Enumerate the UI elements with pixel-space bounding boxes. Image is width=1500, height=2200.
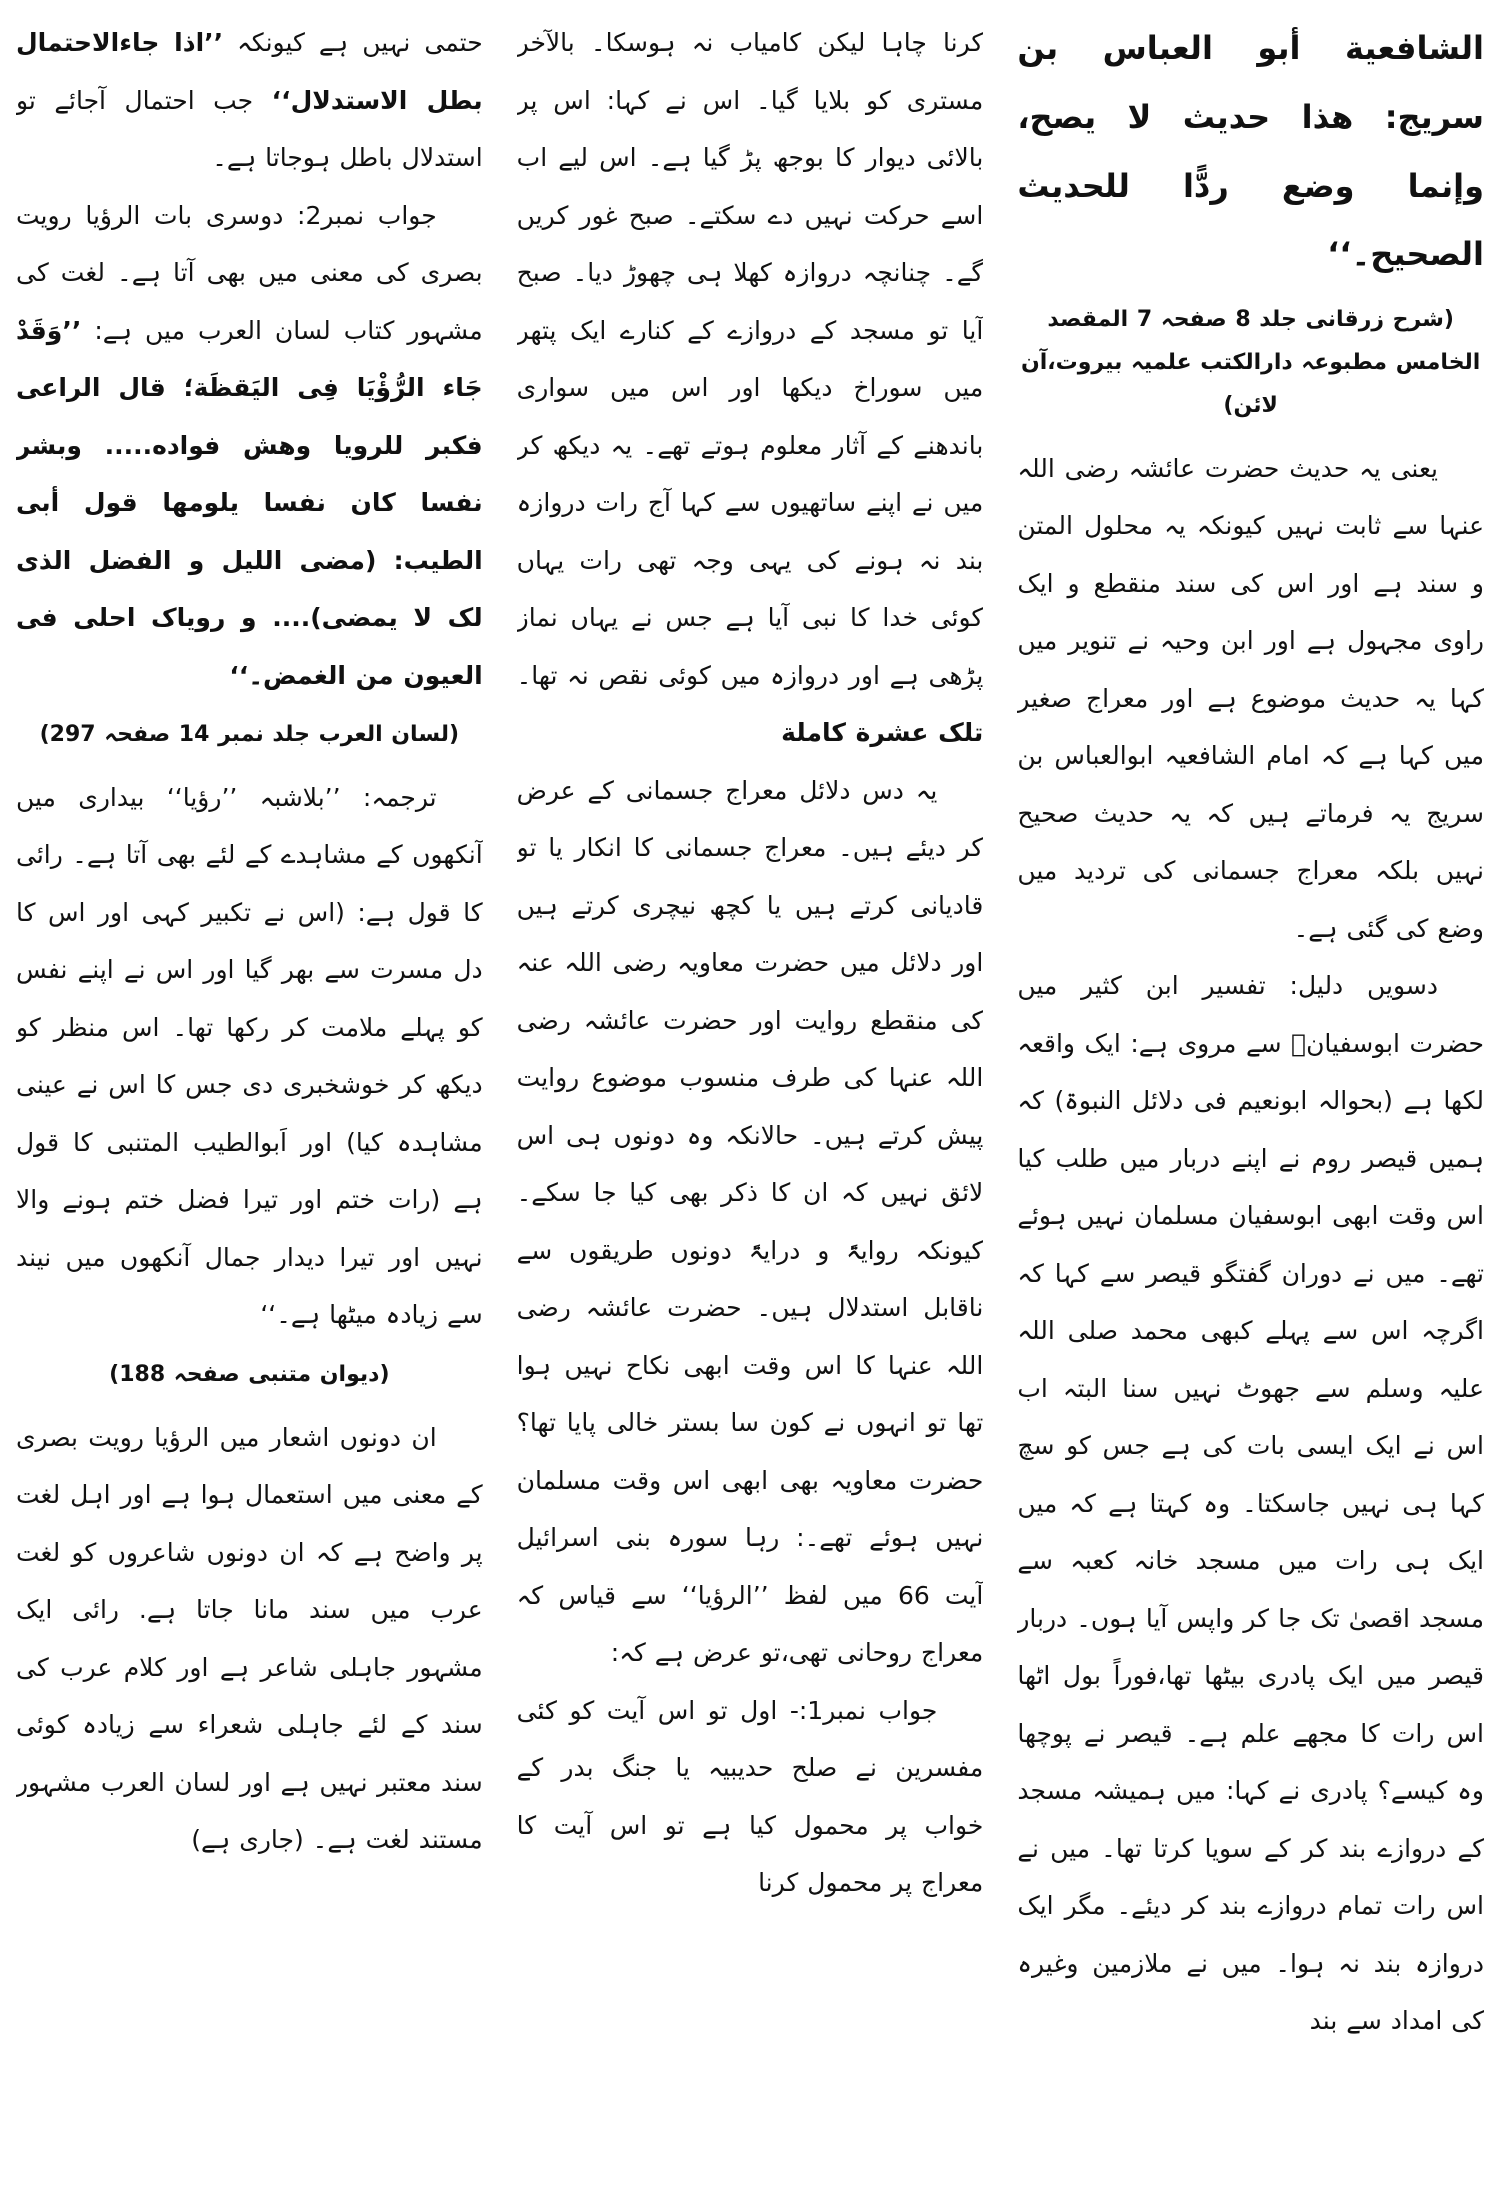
urdu-text-run: جب احتمال آجائے تو استدلال باطل ہوجاتا ہے۔ xyxy=(15,85,483,172)
paragraph xyxy=(16,14,483,187)
paragraph xyxy=(517,1682,984,1912)
paragraph xyxy=(517,762,984,1682)
arabic-quote-text: ’’اذا جاءالاحتمال بطل الاستدلال‘‘ xyxy=(15,28,483,115)
paragraph xyxy=(1017,14,1484,289)
arabic-quote-text: الشافعية أبو العباس بن سريج: هذا حديث لا يصح، وإنما وضع ردًّا للحديث الصحيح۔‘‘ xyxy=(1017,29,1484,274)
paragraph xyxy=(16,1409,483,1869)
paragraph xyxy=(1017,957,1484,2050)
urdu-text-run: جواب نمبر2: دوسری بات الرؤیا رویت بصری کی معنی میں بھی آتا ہے۔ لغت کی مشہور کتاب لسان العرب میں ہے: xyxy=(15,200,483,345)
urdu-text-run: ترجمہ: ’’بلاشبہ ’’رؤیا‘‘ بیداری میں آنکھوں کے مشاہدے کے لئے بھی آتا ہے۔ رائی کا قول ہے: (اس نے تکبیر کہی اور اس کا دل مسرت سے بھر گیا اور اس نے اپنے نفس کو پہلے ملامت کر رکھا تھا۔ اس منظر کو دیکھ کر خوشخبری دی جس کا اس نے عینی مشاہدہ کیا) اور اَبوالطیب المتنبی کا قول ہے (رات ختم اور تیرا فضل ختم ہونے والا نہیں اور تیرا دیدار جمال آنکھوں میں نیند سے زیادہ میٹھا ہے۔‘‘ xyxy=(15,782,483,1330)
citation-reference xyxy=(16,714,483,757)
arabic-quote-text: ’’وَقَدْ جَاء الرُّؤْيَا فِی الیَقظَة؛ قال الراعی فکبر للرویا وھش فواده..... وبشر نفسا کان نفسا یلومھا قول أبی الطیب: (مضی اللیل و الفضل الذی لک لا یمضی).... و رویاک احلی فی العیون من الغمض۔‘‘ xyxy=(15,315,483,690)
urdu-text-run: یعنی یہ حدیث حضرت عائشہ رضی اللہ عنہا سے ثابت نہیں کیونکہ یہ محلول المتن و سند ہے اور اس کی سند منقطع و ایک راوی مجہول ہے اور ابن وحیہ نے تنویر میں کہا یہ حدیث موضوع ہے اور معراج صغیر میں کہا ہے کہ امام الشافعیہ ابوالعباس بن سریج یہ فرماتے ہیں کہ یہ حدیث صحیح نہیں بلکہ معراج جسمانی کی تردید میں وضع کی گئی ہے۔ xyxy=(1017,453,1484,943)
citation-reference xyxy=(1017,299,1484,428)
urdu-text-run: یہ دس دلائل معراج جسمانی کے عرض کر دیئے ہیں۔ معراج جسمانی کا انکار یا تو قادیانی کرتے ہیں یا کچھ نیچری کرتے ہیں اور دلائل میں حضرت معاویہ رضی اللہ عنہ کی منقطع روایت اور حضرت عائشہ رضی اللہ عنہا کی طرف منسوب موضوع روایت پیش کرتے ہیں۔ حالانکہ وہ دونوں ہی اس لائق نہیں کہ ان کا ذکر بھی کیا جا سکے۔ کیونکہ روایۃً و درایۃً دونوں طریقوں سے ناقابل استدلال ہیں۔ حضرت عائشہ رضی اللہ عنہا کا اس وقت ابھی نکاح نہیں ہوا تھا تو انہوں نے کون سا بستر خالی پایا تھا؟ حضرت معاویہ بھی ابھی اس وقت مسلمان نہیں ہوئے تھے۔: رہا سورہ بنی اسرائیل آیت 66 میں لفظ ’’الرؤیا‘‘ سے قیاس کہ معراج روحانی تھی،تو عرض ہے کہ: xyxy=(516,775,984,1667)
urdu-text-run: دسویں دلیل: تفسیر ابن کثیر میں حضرت ابوسفیانؓ سے مروی ہے: ایک واقعہ لکھا ہے (بحوالہ ابونعیم فی دلائل النبوۃ) کہ ہمیں قیصر روم نے اپنے دربار میں طلب کیا اس وقت ابھی ابوسفیان مسلمان نہیں ہوئے تھے۔ میں نے دوران گفتگو قیصر سے کہا کہ اگرچہ اس سے پہلے کبھی محمد صلی اللہ علیہ وسلم سے جھوٹ نہیں سنا البتہ اب اس نے ایک ایسی بات کی ہے جس کو سچ کہا ہی نہیں جاسکتا۔ وہ کہتا ہے کہ میں ایک ہی رات میں مسجد خانہ کعبہ سے مسجد اقصیٰ تک جا کر واپس آیا ہوں۔ دربار قیصر میں ایک پادری بیٹھا تھا،فوراً بول اٹھا اس رات کا مجھے علم ہے۔ قیصر نے پوچھا وہ کیسے؟ پادری نے کہا: میں ہمیشہ مسجد کے دروازے بند کر کے سویا کرتا تھا۔ میں نے اس رات تمام دروازے بند کر دیئے۔ مگر ایک دروازہ بند نہ ہوا۔ میں نے ملازمین وغیرہ کی امداد سے بند xyxy=(1017,971,1484,2036)
urdu-text-run: (شرح زرقانی جلد 8 صفحہ 7 المقصد الخامس مطبوعہ دارالکتب علمیہ بیروت،آن لائن) xyxy=(1020,307,1481,418)
urdu-text-run: حتمی نہیں ہے کیونکہ xyxy=(223,28,483,57)
citation-reference xyxy=(16,1354,483,1397)
urdu-text-run: (دیوان متنبی صفحہ 188) xyxy=(109,1361,390,1387)
paragraph xyxy=(16,769,483,1344)
paragraph xyxy=(1017,440,1484,958)
paragraph xyxy=(16,187,483,705)
urdu-text-run: ان دونوں اشعار میں الرؤیا رویت بصری کے معنی میں استعمال ہوا ہے اور اہل لغت پر واضح ہے کہ ان دونوں شاعروں کو لغت عرب میں سند مانا جاتا ہے. رائی ایک مشہور جاہلی شاعر ہے اور کلام عرب کی سند کے لئے جاہلی شعراء سے زیادہ کوئی سند معتبر نہیں ہے اور لسان العرب مشہور مستند لغت ہے۔ (جاری ہے) xyxy=(15,1422,483,1855)
urdu-text-run: (لسان العرب جلد نمبر 14 صفحہ 297) xyxy=(39,722,460,747)
paragraph xyxy=(517,14,984,762)
urdu-text-run: کرنا چاہا لیکن کامیاب نہ ہوسکا۔ بالآخر مستری کو بلایا گیا۔ اس نے کہا: اس پر بالائی دیوار کا بوجھ پڑ گیا ہے۔ اس لیے اب اسے حرکت نہیں دے سکتے۔ صبح غور کریں گے۔ چنانچہ دروازہ کھلا ہی چھوڑ دیا۔ صبح آیا تو مسجد کے دروازے کے کنارے ایک پتھر میں سوراخ دیکھا اور اس میں سواری باندھنے کے آثار معلوم ہوتے تھے۔ یہ دیکھ کر میں نے اپنے ساتھیوں سے کہا آج رات دروازہ بند نہ ہونے کی یہی وجہ تھی رات یہاں کوئی خدا کا نبی آیا ہے جس نے یہاں نماز پڑھی ہے اور دروازہ میں کوئی نقص نہ تھا۔ xyxy=(516,28,984,690)
column-right xyxy=(1017,14,1484,2190)
column-middle xyxy=(517,14,984,2190)
urdu-text-run: جواب نمبر1:- اول تو اس آیت کو کئی مفسرین نے صلح حدیبیہ یا جنگ بدر کے خواب پر محمول کیا ہے تو اس آیت کا معراج پر محمول کرنا xyxy=(516,1695,984,1897)
arabic-quote-text: تلک عشرة کاملة xyxy=(781,718,984,747)
column-left xyxy=(16,14,483,2190)
